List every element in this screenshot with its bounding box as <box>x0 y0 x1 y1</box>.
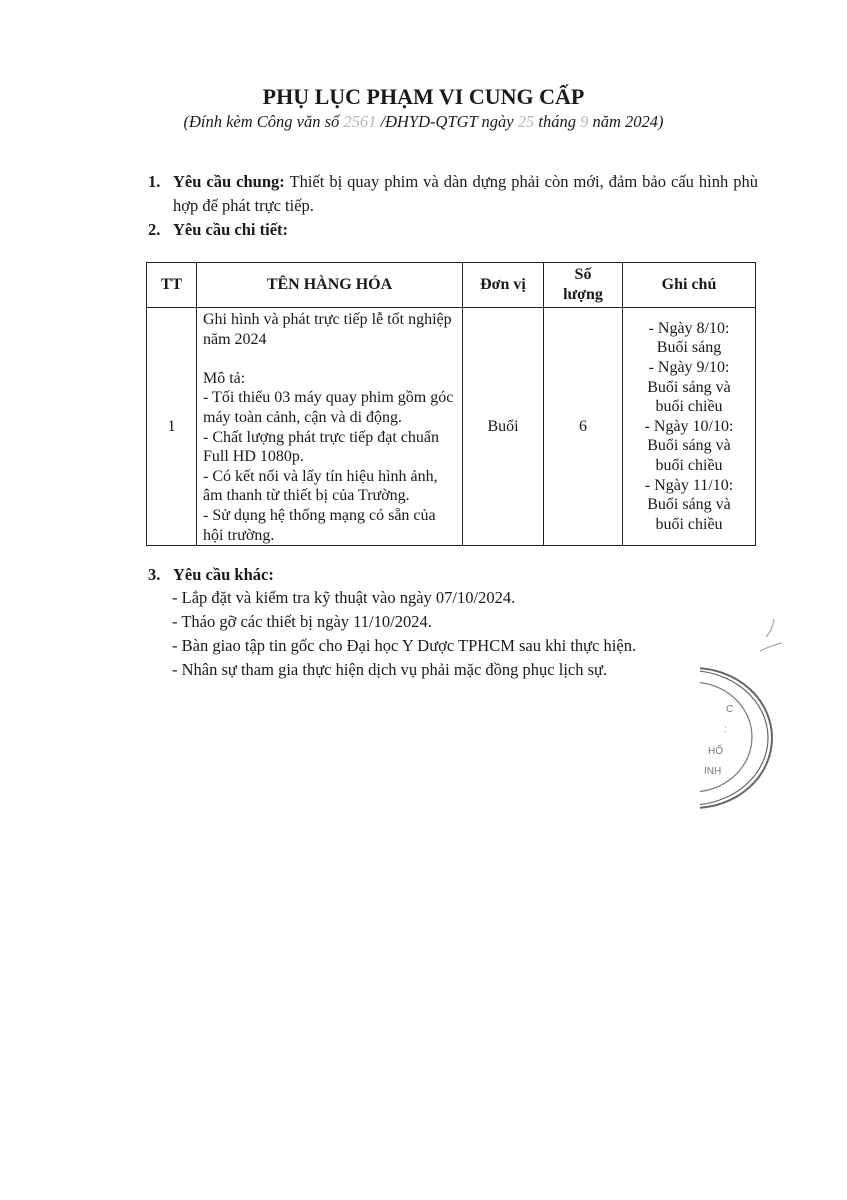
subtitle-suffix: năm 2024) <box>588 112 664 131</box>
list-item: - Bàn giao tập tin gốc cho Đại học Y Dược TPHCM sau khi thực hiện. <box>172 636 637 655</box>
header-name: TÊN HÀNG HÓA <box>197 263 463 308</box>
name-line: - Sử dụng hệ thống mạng có sẵn của hội trường. <box>203 506 436 544</box>
signature-mark <box>748 615 788 660</box>
cell-name <box>197 308 463 546</box>
list-item: - Tháo gỡ các thiết bị ngày 11/10/2024. <box>172 612 432 631</box>
table-header-row <box>147 263 756 308</box>
cell-unit: Buổi <box>463 308 544 546</box>
name-line: Mô tả: <box>203 369 246 387</box>
subtitle-mid: /ĐHYD-QTGT ngày <box>376 112 518 131</box>
header-notes: Ghi chú <box>623 263 756 308</box>
note-line: - Ngày 11/10: <box>644 476 734 494</box>
other-requirements-list <box>172 586 636 682</box>
name-line <box>203 349 456 369</box>
section-number: 3. <box>148 565 161 584</box>
section-3 <box>148 563 274 587</box>
header-unit: Đơn vị <box>463 263 544 308</box>
svg-text::: : <box>724 724 727 735</box>
section-heading: Yêu cầu chung: <box>173 172 285 191</box>
note-line: - Ngày 10/10: <box>644 417 734 435</box>
note-line: Buổi sáng và buổi chiều <box>647 496 731 533</box>
section-number: 2. <box>148 220 161 239</box>
name-line: - Có kết nối và lấy tín hiệu hình ảnh, âm thanh từ thiết bị của Trường. <box>203 467 438 505</box>
requirements-table <box>146 262 756 546</box>
cell-notes <box>623 308 756 546</box>
section-heading: Yêu cầu chi tiết: <box>173 220 289 239</box>
note-line: Buổi sáng và buổi chiều <box>647 378 731 416</box>
note-line: Buổi sáng và buổi chiều <box>647 437 731 474</box>
page-title: PHỤ LỤC PHẠM VI CUNG CẤP <box>262 84 585 109</box>
svg-text:HỐ: HỐ <box>708 746 723 757</box>
list-item: - Lắp đặt và kiểm tra kỹ thuật vào ngày 07/10/2024. <box>172 588 516 607</box>
month: 9 <box>580 112 589 131</box>
subtitle <box>0 112 847 132</box>
list-item: - Nhân sự tham gia thực hiện dịch vụ phải mặc đồng phục lịch sự. <box>172 660 608 679</box>
name-line: - Tối thiểu 03 máy quay phim gồm góc máy toàn cảnh, cận và di động. <box>203 389 454 426</box>
section-heading: Yêu cầu khác: <box>173 565 274 584</box>
section-text: Thiết bị quay phim và dàn dựng phải còn mới, đảm bảo cấu hình phù hợp để phát trực tiếp. <box>173 172 759 215</box>
cell-tt: 1 <box>147 308 197 546</box>
note-line: - Ngày 9/10: <box>648 358 730 376</box>
note-line: - Ngày 8/10: <box>648 319 730 337</box>
header-quantity: Số lượng <box>544 263 623 308</box>
section-1 <box>148 170 758 218</box>
section-number: 1. <box>148 172 161 191</box>
svg-text:C: C <box>726 704 734 715</box>
cell-quantity: 6 <box>544 308 623 546</box>
name-line: - Chất lượng phát trực tiếp đạt chuẩn Full HD 1080p. <box>203 428 439 466</box>
table-row <box>147 308 756 546</box>
subtitle-month-label: tháng <box>534 112 581 131</box>
section-2 <box>148 218 288 242</box>
header-tt: TT <box>147 263 197 308</box>
note-line: Buổi sáng <box>656 339 722 357</box>
day: 25 <box>517 112 535 131</box>
svg-text:INH: INH <box>704 766 722 777</box>
doc-number: 2561 <box>343 112 377 131</box>
subtitle-prefix: (Đính kèm Công văn số <box>183 112 344 131</box>
official-stamp <box>700 660 800 810</box>
name-line: Ghi hình và phát trực tiếp lễ tốt nghiệp năm 2024 <box>203 311 452 348</box>
